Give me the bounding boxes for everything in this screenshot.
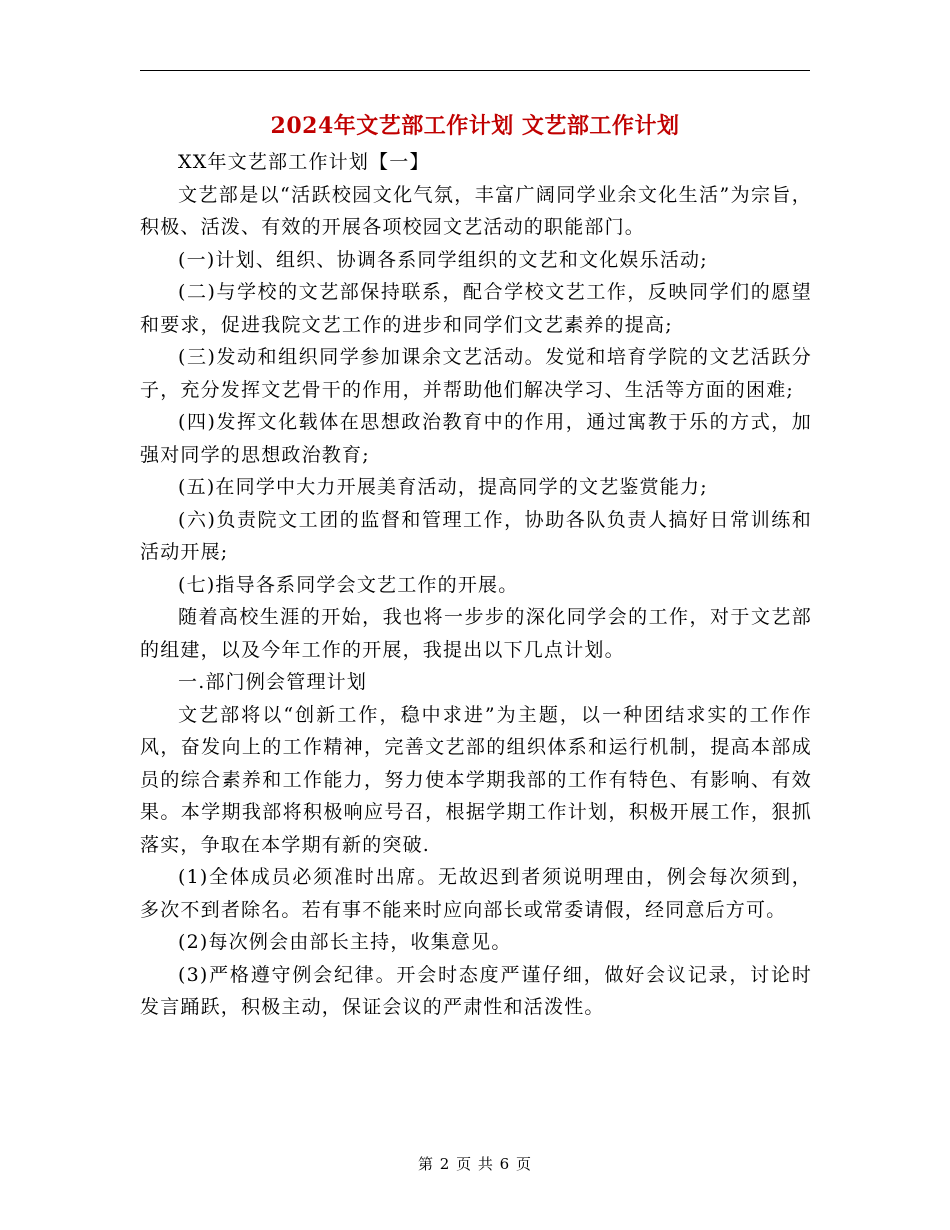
- section-heading: 一.部门例会管理计划: [178, 671, 368, 693]
- paragraph-item-4: (四)发挥文化载体在思想政治教育中的作用，通过寓教于乐的方式，加强对同学的思想政治教育;: [140, 411, 812, 466]
- paragraph-item-3: (三)发动和组织同学参加课余文艺活动。发觉和培育学院的文艺活跃分子，充分发挥文艺骨干的作用，并帮助他们解决学习、生活等方面的困难;: [140, 346, 812, 401]
- paragraph-rule-1: (1)全体成员必须准时出席。无故迟到者须说明理由，例会每次须到，多次不到者除名。若有事不能来时应向部长或常委请假，经同意后方可。: [140, 866, 812, 921]
- document-title: 2024年文艺部工作计划 文艺部工作计划: [270, 113, 680, 139]
- page-indicator: 第 2 页 共 6 页: [418, 1155, 532, 1173]
- paragraph-heading-one: XX年文艺部工作计划【一】: [178, 151, 430, 173]
- paragraph-item-2: (二)与学校的文艺部保持联系，配合学校文艺工作，反映同学们的愿望和要求，促进我院文艺工作的进步和同学们文艺素养的提高;: [140, 281, 812, 336]
- paragraph-rule-2: (2)每次例会由部长主持，收集意见。: [178, 931, 512, 953]
- paragraph-item-7: (七)指导各系同学会文艺工作的开展。: [178, 573, 519, 596]
- paragraph-rule-3: (3)严格遵守例会纪律。开会时态度严谨仔细，做好会议记录，讨论时发言踊跃，积极主动，保证会议的严肃性和活泼性。: [140, 963, 812, 1018]
- paragraph-section-body: 文艺部将以“创新工作，稳中求进”为主题，以一种团结求实的工作作风，奋发向上的工作精神，完善文艺部的组织体系和运行机制，提高本部成员的综合素养和工作能力，努力使本学期我部的工作有特色、有影响、有效果。本学期我部将积极响应号召，根据学期工作计划，积极开展工作，狠抓落实，争取在本学期有新的突破.: [140, 703, 812, 856]
- paragraph-item-1: (一)计划、组织、协调各系同学组织的文艺和文化娱乐活动;: [178, 248, 708, 271]
- paragraph-intro: 文艺部是以“活跃校园文化气氛，丰富广阔同学业余文化生活”为宗旨，积极、活泼、有效的开展各项校园文艺活动的职能部门。: [140, 183, 812, 238]
- header-rule: [140, 70, 810, 71]
- paragraph-item-5: (五)在同学中大力开展美育活动，提高同学的文艺鉴赏能力;: [178, 476, 708, 498]
- paragraph-plan-intro: 随着高校生涯的开始，我也将一步步的深化同学会的工作，对于文艺部的组建，以及今年工作的开展，我提出以下几点计划。: [140, 606, 812, 661]
- paragraph-item-6: (六)负责院文工团的监督和管理工作，协助各队负责人搞好日常训练和活动开展;: [140, 508, 812, 563]
- document-body: [140, 146, 812, 1024]
